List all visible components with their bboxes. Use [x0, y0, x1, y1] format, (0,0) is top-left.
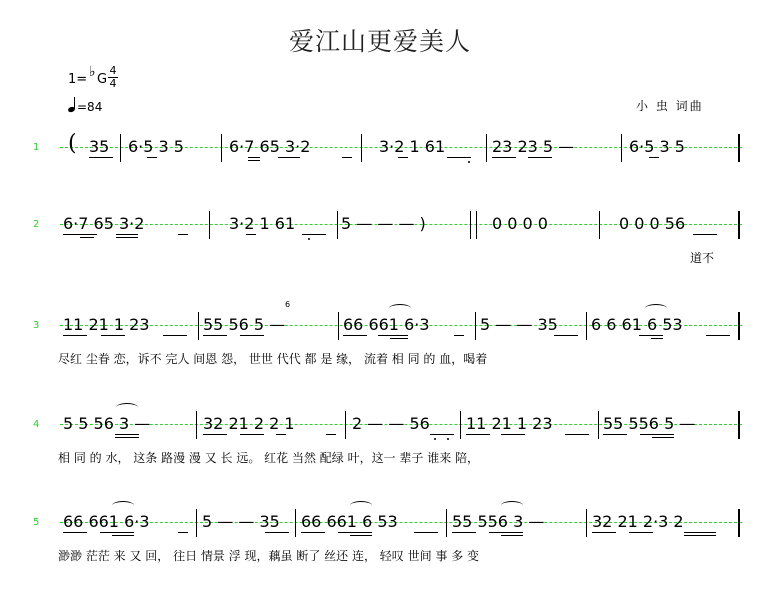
measure: 55 56 5 —	[203, 315, 286, 334]
score-line-5	[0, 503, 760, 563]
measure: 6·5 3 5	[128, 137, 184, 156]
tempo-value: =84	[77, 100, 103, 114]
line-number: 2	[33, 219, 40, 230]
score-line-2	[0, 205, 760, 265]
measure: 6·5 3 5	[629, 137, 685, 156]
lyric-line: 渺渺 茫茫 来 又 回， 往日 情景 浮 现，藕虽 断了 丝还 连， 轻叹 世间 事 多 变	[58, 549, 480, 563]
measure: 11 21 1 23	[466, 414, 553, 433]
lyric-line: 相 同 的 水， 这条 路漫 漫 又 长 远。 红花 当然 配绿 叶，这一 辈子 谁来 陪，	[58, 451, 480, 465]
key-prefix: 1=	[68, 72, 88, 87]
line-number: 4	[33, 419, 40, 430]
measure: 5 — — 35	[202, 512, 280, 531]
measure: 0 0 0 56	[619, 214, 686, 233]
line-number: 5	[33, 517, 40, 528]
measure: 55 556 5 —	[603, 414, 696, 433]
measure: 23 23 5 —	[492, 137, 575, 156]
measure: 5 — — — )	[341, 214, 426, 233]
measure: 66 661 6 53	[301, 512, 398, 531]
song-title: 爱江山更爱美人	[288, 27, 471, 56]
key-signature	[68, 62, 148, 102]
measure: 5 — — 35	[480, 315, 558, 334]
measure: 32 21 2 2 1	[203, 414, 295, 433]
composer-credit: 小 虫 词曲	[636, 99, 704, 113]
measure: 3·2 1 61	[229, 214, 296, 233]
lyric-line: 道不	[690, 251, 715, 265]
score-line-3: 3 11 21 1 23 55 56 5 — 6 66 661 6·3 5 — — 35 6 6 61 6 53 尽红 尘眷 恋，诉不 完人 间恩 怨， 世世 代代 都 是 缘， 流着 相 同 的 血，喝着	[0, 306, 760, 346]
time-bottom: 4	[109, 77, 117, 90]
line-number: 1	[33, 142, 40, 153]
measure: 32 21 2·3 2	[592, 512, 684, 531]
line-number: 3	[33, 320, 40, 331]
measure: 2 — — 56	[352, 414, 430, 433]
measure: 6·7 65 3·2	[229, 137, 311, 156]
measure: 66 661 6·3	[343, 315, 430, 334]
measure: 3·2 1 61	[379, 137, 446, 156]
time-signature	[108, 65, 118, 90]
key-note: G	[97, 72, 108, 87]
flat-icon: ♭	[89, 64, 96, 80]
score-line-4	[0, 405, 760, 465]
measure: 6·7 65 3·2	[63, 214, 145, 233]
measure: 5 5 56 3 —	[63, 414, 151, 433]
lyric-line: 尽红 尘眷 恋，诉不 完人 间恩 怨， 世世 代代 都 是 缘， 流着 相 同 的 血，喝着	[58, 352, 488, 366]
measure: 0 0 0 0	[492, 214, 548, 233]
measure: 35	[89, 137, 110, 156]
measure: 66 661 6·3	[63, 512, 150, 531]
measure: 6 6 61 6 53	[591, 315, 683, 334]
tempo-mark	[68, 100, 128, 116]
measure: 11 21 1 23	[63, 315, 150, 334]
time-top: 4	[109, 64, 117, 77]
score-line-1: 1 ( 35 6·5 3 5 6·7 65 3·2 3·2 1 61 23 23 5 — 6·5 3 5	[0, 128, 760, 168]
measure: 55 556 3 —	[452, 512, 545, 531]
